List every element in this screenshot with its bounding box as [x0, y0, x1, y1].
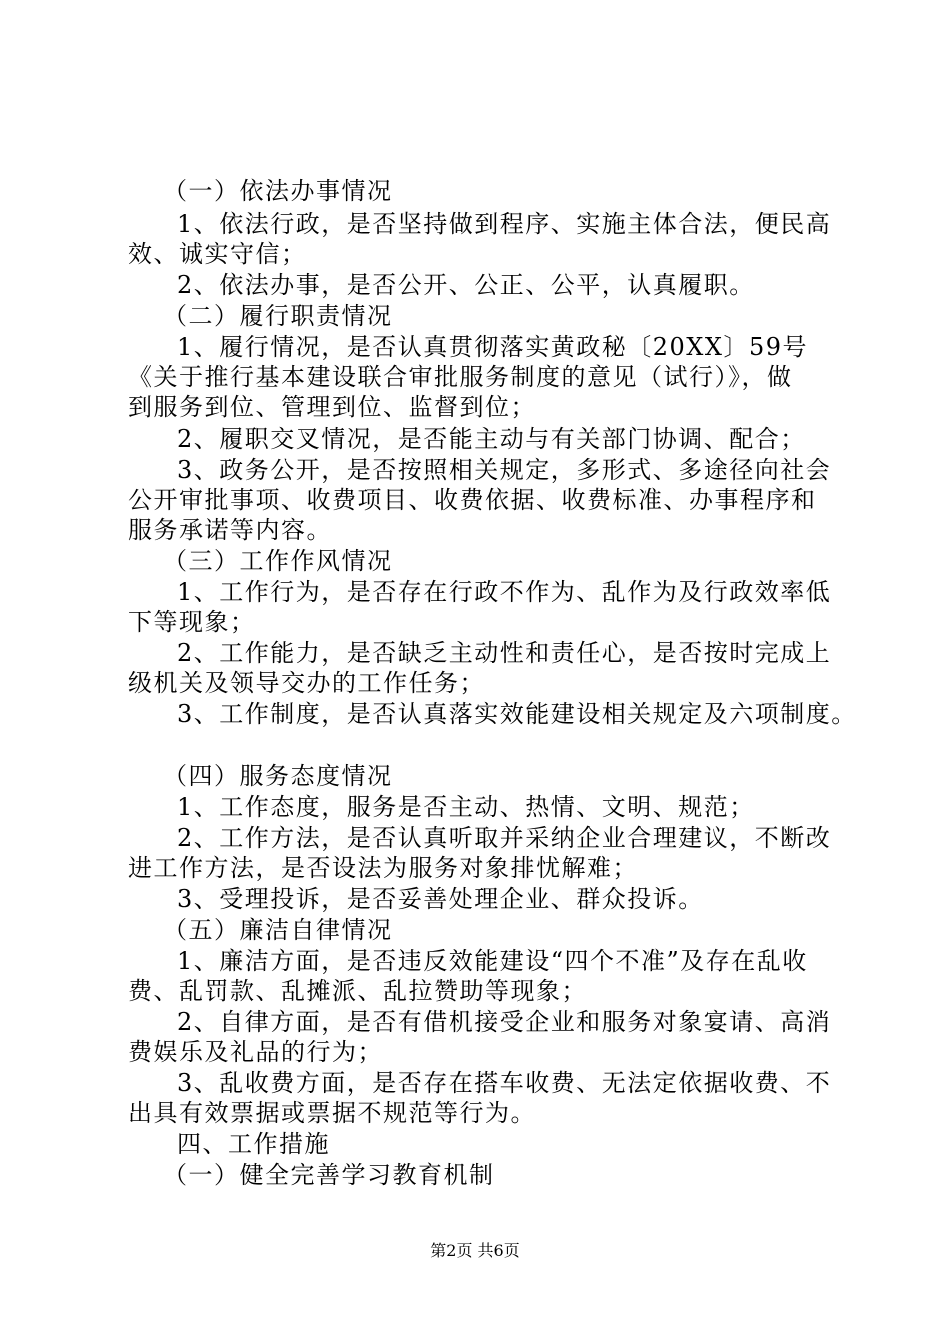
- section-heading-work-style: （三）工作作风情况: [163, 547, 393, 575]
- paragraph-line: 效、诚实守信；: [128, 240, 307, 268]
- paragraph-line: 3、政务公开，是否按照相关规定，多形式、多途径向社会: [177, 456, 832, 484]
- paragraph-line: 2、工作方法，是否认真听取并采纳企业合理建议，不断改: [177, 824, 832, 852]
- paragraph-line: 级机关及领导交办的工作任务；: [128, 669, 485, 697]
- paragraph-line: 1、工作行为，是否存在行政不作为、乱作为及行政效率低: [177, 578, 832, 606]
- section-heading-work-measures: 四、工作措施: [177, 1130, 330, 1158]
- section-heading-legal-affairs: （一）依法办事情况: [163, 177, 393, 205]
- page-footer: 第2页 共6页: [430, 1241, 520, 1260]
- paragraph-line: 费、乱罚款、乱摊派、乱拉赞助等现象；: [128, 977, 587, 1005]
- paragraph-line: 出具有效票据或票据不规范等行为。: [128, 1099, 536, 1127]
- paragraph-line: 进工作方法，是否设法为服务对象排忧解难；: [128, 854, 638, 882]
- paragraph-line: 1、廉洁方面，是否违反效能建设“四个不准”及存在乱收: [177, 947, 808, 975]
- paragraph-line: 《关于推行基本建设联合审批服务制度的意见（试行）》，做: [128, 363, 793, 391]
- section-heading-integrity: （五）廉洁自律情况: [163, 916, 393, 944]
- paragraph-line: 3、工作制度，是否认真落实效能建设相关规定及六项制度。: [177, 700, 857, 728]
- paragraph-line: 3、乱收费方面，是否存在搭车收费、无法定依据收费、不: [177, 1069, 832, 1097]
- paragraph-line: 费娱乐及礼品的行为；: [128, 1038, 383, 1066]
- section-heading-duties: （二）履行职责情况: [163, 302, 393, 330]
- paragraph-line: 1、依法行政，是否坚持做到程序、实施主体合法，便民高: [177, 210, 832, 238]
- paragraph-line: 下等现象；: [128, 608, 256, 636]
- paragraph-line: 2、履职交叉情况，是否能主动与有关部门协调、配合；: [177, 425, 806, 453]
- paragraph-line: 公开审批事项、收费项目、收费依据、收费标准、办事程序和: [128, 486, 817, 514]
- paragraph-line: 1、工作态度，服务是否主动、热情、文明、规范；: [177, 793, 755, 821]
- subsection-heading-learning-mechanism: （一）健全完善学习教育机制: [163, 1161, 495, 1189]
- paragraph-line: 1、履行情况，是否认真贯彻落实黄政秘〔20XX〕59号: [177, 333, 809, 361]
- paragraph-line: 2、工作能力，是否缺乏主动性和责任心，是否按时完成上: [177, 639, 832, 667]
- paragraph-line: 服务承诺等内容。: [128, 516, 332, 544]
- paragraph-line: 3、受理投诉，是否妥善处理企业、群众投诉。: [177, 885, 704, 913]
- paragraph-line: 2、依法办事，是否公开、公正、公平，认真履职。: [177, 271, 755, 299]
- section-heading-service-attitude: （四）服务态度情况: [163, 762, 393, 790]
- paragraph-line: 2、自律方面，是否有借机接受企业和服务对象宴请、高消: [177, 1008, 832, 1036]
- paragraph-line: 到服务到位、管理到位、监督到位；: [128, 393, 536, 421]
